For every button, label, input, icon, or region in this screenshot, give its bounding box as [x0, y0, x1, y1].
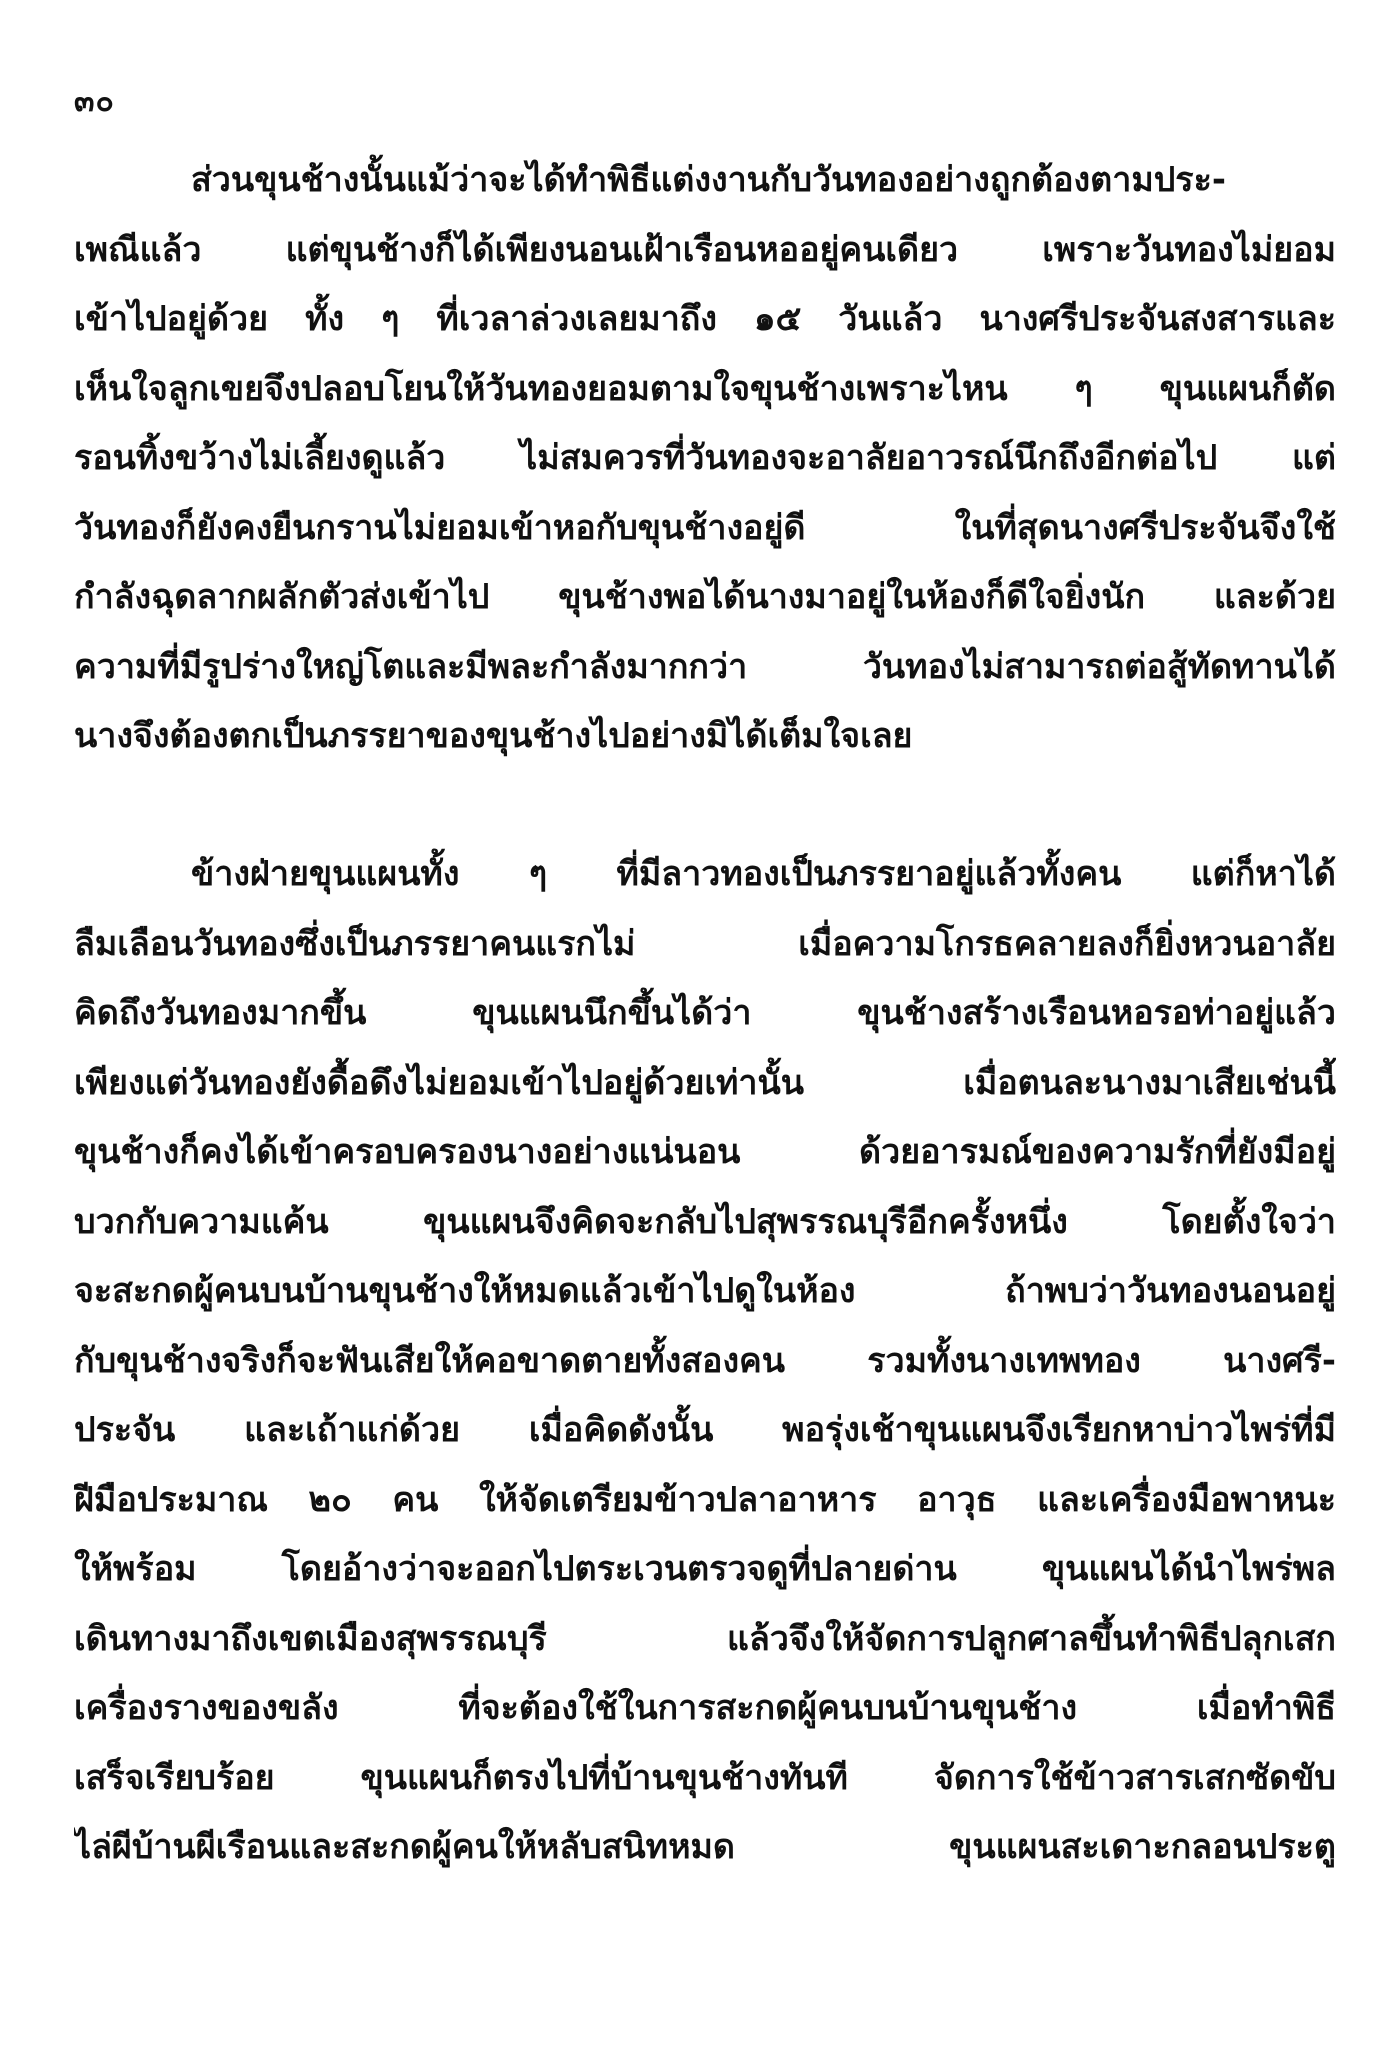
- text-line: ไล่ผีบ้านผีเรือนและสะกดผู้คนให้หลับสนิทหมด ขุนแผนสะเดาะกลอนประตู: [74, 1827, 1336, 1867]
- text-line: บวกกับความแค้น ขุนแผนจึงคิดจะกลับไปสุพรรณบุรีอีกครั้งหนึ่ง โดยตั้งใจว่า: [74, 1201, 1336, 1242]
- text-line: เครื่องรางของขลัง ที่จะต้องใช้ในการสะกดผู้คนบนบ้านขุนช้าง เมื่อทำพิธี: [74, 1688, 1336, 1728]
- text-line: ฝีมือประมาณ ๒๐ คน ให้จัดเตรียมข้าวปลาอาหาร อาวุธ และเครื่องมือพาหนะ: [74, 1479, 1336, 1520]
- text-line: กำลังฉุดลากผลักตัวส่งเข้าไป ขุนช้างพอได้นางมาอยู่ในห้องก็ดีใจยิ่งนัก และด้วย: [74, 577, 1336, 617]
- text-line: เสร็จเรียบร้อย ขุนแผนก็ตรงไปที่บ้านขุนช้างทันที จัดการใช้ข้าวสารเสกซัดขับ: [74, 1757, 1336, 1798]
- page-number: ๓๐: [74, 84, 115, 119]
- text-line: ส่วนขุนช้างนั้นแม้ว่าจะได้ทำพิธีแต่งงานกับวันทองอย่างถูกต้องตามประ-: [191, 160, 1226, 200]
- text-line: ให้พร้อม โดยอ้างว่าจะออกไปตระเวนตรวจดูที่ปลายด่าน ขุนแผนได้นำไพร่พล: [74, 1549, 1336, 1589]
- text-line: กับขุนช้างจริงก็จะฟันเสียให้คอขาดตายทั้งสองคน รวมทั้งนางเทพทอง นางศรี-: [74, 1340, 1336, 1381]
- text-line: ขุนช้างก็คงได้เข้าครอบครองนางอย่างแน่นอน ด้วยอารมณ์ของความรักที่ยังมีอยู่: [74, 1132, 1336, 1172]
- text-line: ประจัน และเถ้าแก่ด้วย เมื่อคิดดังนั้น พอรุ่งเช้าขุนแผนจึงเรียกหาบ่าวไพร่ที่มี: [74, 1410, 1336, 1450]
- text-line: เห็นใจลูกเขยจึงปลอบโยนให้วันทองยอมตามใจขุนช้างเพราะไหน ๆ ขุนแผนก็ตัด: [74, 368, 1336, 409]
- text-line: ความที่มีรูปร่างใหญ่โตและมีพละกำลังมากกว่า วันทองไม่สามารถต่อสู้ทัดทานได้: [74, 646, 1336, 687]
- text-line: วันทองก็ยังคงยืนกรานไม่ยอมเข้าหอกับขุนช้างอยู่ดี ในที่สุดนางศรีประจันจึงใช้: [74, 507, 1336, 548]
- text-line: รอนทิ้งขว้างไม่เลี้ยงดูแล้ว ไม่สมควรที่วันทองจะอาลัยอาวรณ์นึกถึงอีกต่อไป แต่: [74, 438, 1336, 478]
- text-line: เข้าไปอยู่ด้วย ทั้ง ๆ ที่เวลาล่วงเลยมาถึง ๑๕ วันแล้ว นางศรีประจันสงสารและ: [74, 299, 1336, 339]
- paragraph-1: [74, 146, 1336, 772]
- text-line: จะสะกดผู้คนบนบ้านขุนช้างให้หมดแล้วเข้าไปดูในห้อง ถ้าพบว่าวันทองนอนอยู่: [74, 1271, 1336, 1311]
- text-line: เพณีแล้ว แต่ขุนช้างก็ได้เพียงนอนเฝ้าเรือนหออยู่คนเดียว เพราะวันทองไม่ยอม: [74, 229, 1336, 270]
- paragraph-2: [74, 840, 1336, 1883]
- text-line: ลืมเลือนวันทองซึ่งเป็นภรรยาคนแรกไม่ เมื่อความโกรธคลายลงก็ยิ่งหวนอาลัย: [74, 923, 1336, 964]
- text-line: เพียงแต่วันทองยังดื้อดึงไม่ยอมเข้าไปอยู่ด้วยเท่านั้น เมื่อตนละนางมาเสียเช่นนี้: [74, 1062, 1336, 1103]
- text-line: ข้างฝ่ายขุนแผนทั้ง ๆ ที่มีลาวทองเป็นภรรยาอยู่แล้วทั้งคน แต่ก็หาได้: [191, 854, 1336, 894]
- text-line: เดินทางมาถึงเขตเมืองสุพรรณบุรี แล้วจึงให้จัดการปลูกศาลขึ้นทำพิธีปลุกเสก: [74, 1618, 1336, 1659]
- text-line: คิดถึงวันทองมากขึ้น ขุนแผนนึกขึ้นได้ว่า ขุนช้างสร้างเรือนหอรอท่าอยู่แล้ว: [74, 993, 1336, 1033]
- text-line: นางจึงต้องตกเป็นภรรยาของขุนช้างไปอย่างมิได้เต็มใจเลย: [74, 716, 913, 756]
